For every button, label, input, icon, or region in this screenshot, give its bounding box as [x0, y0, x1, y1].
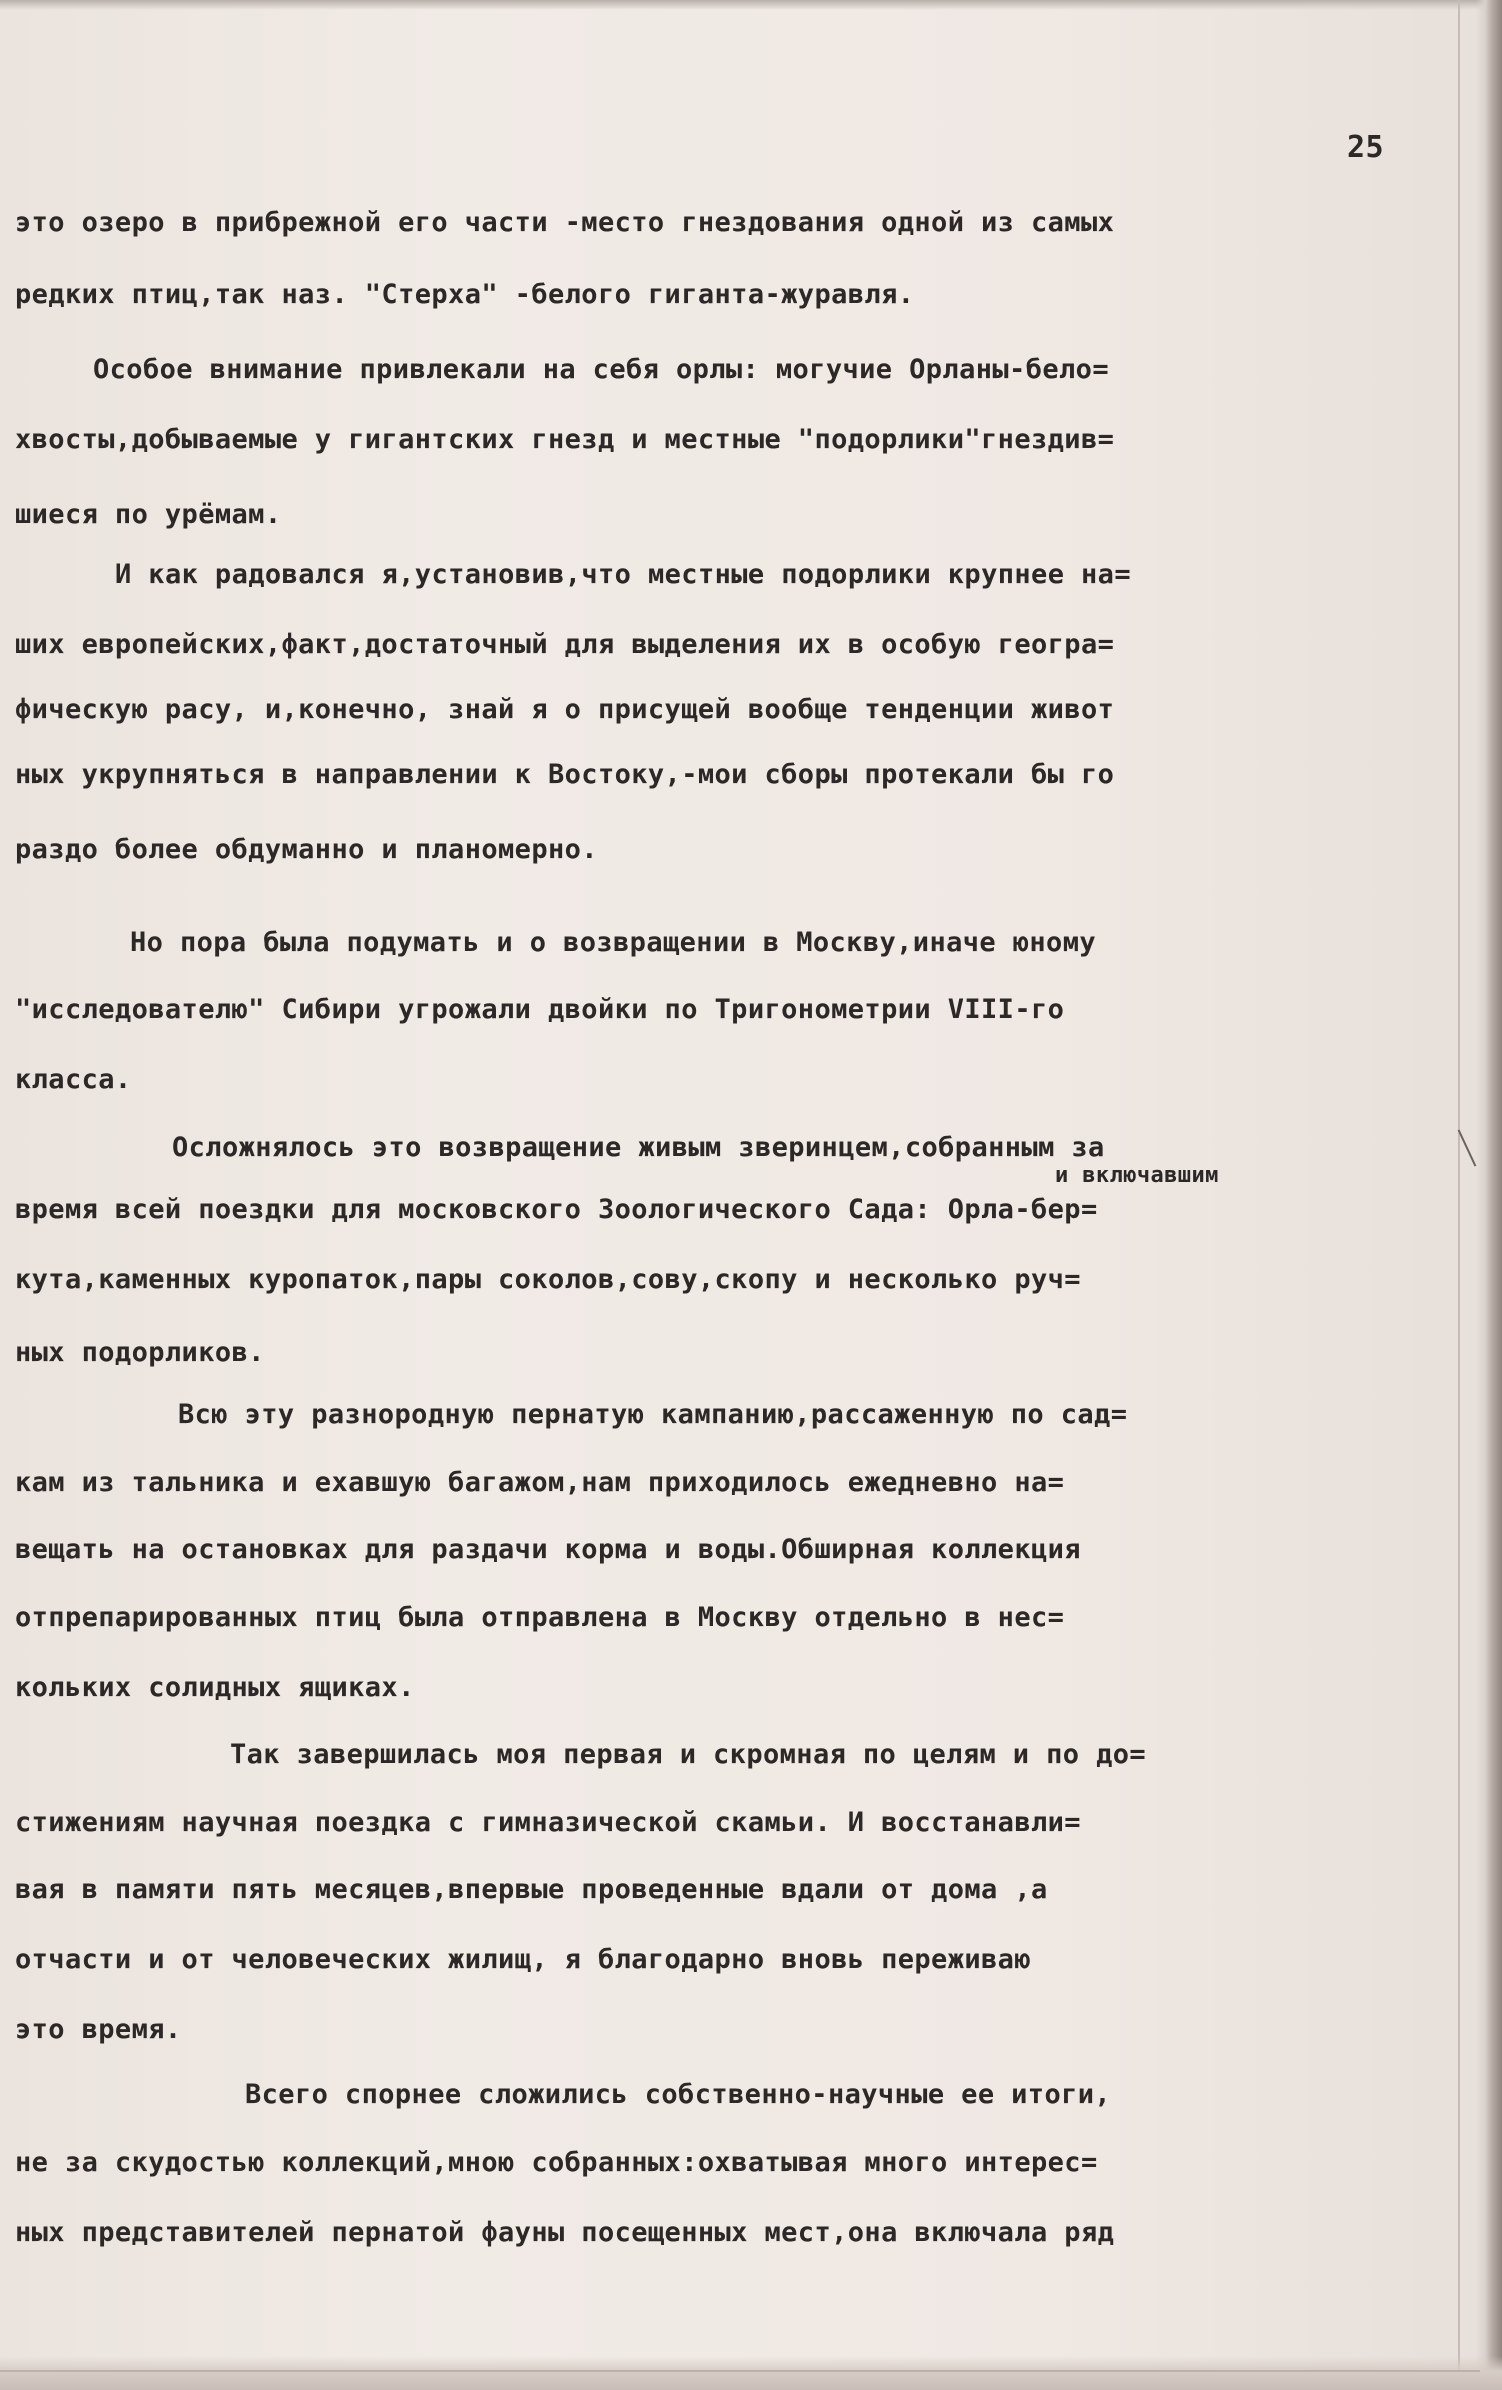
text-line: шиеся по урёмам. [15, 499, 282, 530]
handwritten-insertion: и включавшим [1055, 1163, 1219, 1188]
text-line: время всей поездки для московского Зоологического Сада: Орла-бер= [15, 1194, 1098, 1225]
text-line: И как радовался я,установив,что местные подорлики крупнее на= [115, 559, 1131, 590]
text-line: это время. [15, 2014, 182, 2045]
text-line: Особое внимание привлекали на себя орлы: могучие Орланы-бело= [93, 354, 1109, 385]
text-line: кута,каменных куропаток,пары соколов,сову,скопу и несколько руч= [15, 1264, 1081, 1295]
text-line: ных представителей пернатой фауны посещенных мест,она включала ряд [15, 2217, 1115, 2248]
text-line: Всю эту разнородную пернатую кампанию,рассаженную по сад= [178, 1399, 1128, 1430]
page-bottom-edge [0, 2356, 1502, 2390]
text-line: класса. [15, 1064, 132, 1095]
text-line: раздо более обдуманно и планомерно. [15, 834, 598, 865]
text-line: ных укрупняться в направлении к Востоку,-мои сборы протекали бы го [15, 759, 1115, 790]
text-line: стижениям научная поездка с гимназической скамьи. И восстанавли= [15, 1807, 1081, 1838]
page-bottom-line [0, 2370, 1480, 2372]
text-line: не за скудостью коллекций,мною собранных:охватывая много интерес= [15, 2147, 1098, 2178]
text-line: ших европейских,факт,достаточный для выделения их в особую геогра= [15, 629, 1115, 660]
page-fold-line [1458, 0, 1460, 2390]
text-line: редких птиц,так наз. "Стерха" -белого гиганта-журавля. [15, 279, 915, 310]
page-number: 25 [1347, 130, 1384, 165]
text-line: вещать на остановках для раздачи корма и воды.Обширная коллекция [15, 1534, 1081, 1565]
text-line: фическую расу, и,конечно, знай я о присущей вообще тенденции живот [15, 694, 1115, 725]
text-line: кам из тальника и ехавшую багажом,нам приходилось ежедневно на= [15, 1467, 1065, 1498]
page-top-edge [0, 0, 1502, 10]
text-line: Осложнялось это возвращение живым зверинцем,собранным за [172, 1132, 1105, 1163]
text-line: Всего спорнее сложились собственно-научные ее итоги, [245, 2079, 1112, 2110]
text-line: Но пора была подумать и о возвращении в Москву,иначе юному [130, 927, 1097, 958]
text-line: хвосты,добываемые у гигантских гнезд и местные "подорлики"гнездив= [15, 424, 1115, 455]
text-line: Так завершилась моя первая и скромная по целям и по до= [230, 1739, 1147, 1770]
text-line: вая в памяти пять месяцев,впервые проведенные вдали от дома ,а [15, 1874, 1048, 1905]
margin-pencil-mark [1458, 1129, 1477, 1166]
text-line: кольких солидных ящиках. [15, 1672, 415, 1703]
text-line: это озеро в прибрежной его части -место гнездования одной из самых [15, 207, 1115, 238]
text-line: "исследователю" Сибири угрожали двойки по Тригонометрии VIII-го [15, 994, 1065, 1025]
text-line: отчасти и от человеческих жилищ, я благодарно вновь переживаю [15, 1944, 1031, 1975]
text-line: отпрепарированных птиц была отправлена в Москву отдельно в нес= [15, 1602, 1065, 1633]
page-right-edge [1476, 0, 1502, 2390]
text-line: ных подорликов. [15, 1337, 265, 1368]
